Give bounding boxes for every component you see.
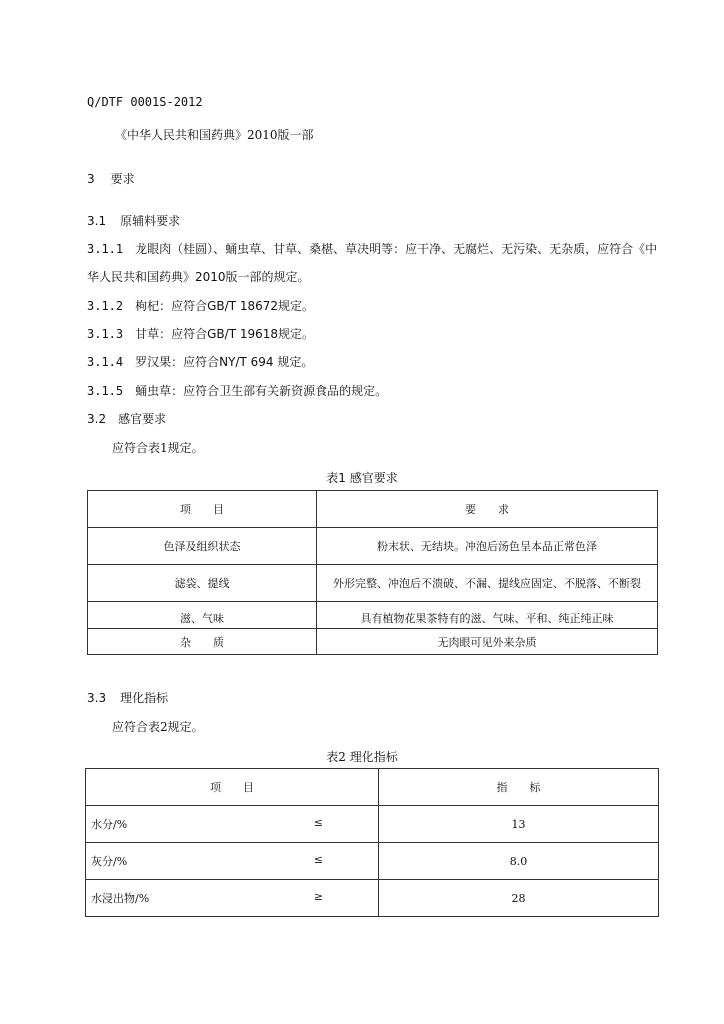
section-number: 3.3 bbox=[87, 691, 107, 705]
clause-3-1-1-line2: 华人民共和国药典》2010版一部的规定。 bbox=[87, 270, 310, 284]
clause-3-1-2 bbox=[87, 299, 314, 313]
clause-number: 3.1.1 bbox=[87, 242, 124, 256]
clause-text: 蛹虫草：应符合卫生部有关新资源食品的规定。 bbox=[135, 384, 388, 398]
section-title: 要求 bbox=[110, 172, 135, 186]
section-number: 3.1 bbox=[87, 214, 107, 228]
comparison-symbol: ≤ bbox=[313, 853, 323, 866]
table-cell bbox=[86, 806, 379, 843]
sensory-requirements-table bbox=[87, 490, 658, 655]
table-cell: 色泽及组织状态 bbox=[88, 528, 317, 565]
table-row bbox=[88, 528, 658, 565]
item-name: 水分/% bbox=[91, 818, 128, 831]
clause-number: 3.1.3 bbox=[87, 327, 124, 341]
section-title: 感官要求 bbox=[118, 412, 167, 426]
table-cell: 粉末状、无结块。冲泡后汤色呈本品正常色泽 bbox=[317, 528, 658, 565]
section-3-1-heading bbox=[87, 214, 180, 228]
table-row bbox=[86, 880, 659, 917]
column-header: 指 标 bbox=[379, 769, 659, 806]
section-3-2-note: 应符合表1规定。 bbox=[112, 441, 204, 455]
doc-code: Q/DTF 0001S-2012 bbox=[87, 95, 203, 109]
table-cell: 外形完整、冲泡后不溃破、不漏、提线应固定、不脱落、不断裂 bbox=[317, 565, 658, 602]
table-cell: 无肉眼可见外来杂质 bbox=[317, 629, 658, 655]
table-cell bbox=[86, 843, 379, 880]
table-cell: 28 bbox=[379, 880, 659, 917]
section-title: 理化指标 bbox=[120, 691, 169, 705]
table-header-row bbox=[86, 769, 659, 806]
table-cell bbox=[86, 880, 379, 917]
clause-number: 3.1.4 bbox=[87, 355, 124, 369]
clause-text: 罗汉果：应符合NY/T 694 规定。 bbox=[135, 355, 314, 369]
table-cell: 8.0 bbox=[379, 843, 659, 880]
table-row bbox=[88, 565, 658, 602]
comparison-symbol: ≥ bbox=[313, 890, 323, 903]
table-row bbox=[86, 843, 659, 880]
table-row bbox=[88, 602, 658, 629]
physicochemical-indicators-table bbox=[85, 768, 659, 917]
clause-3-1-4 bbox=[87, 355, 313, 369]
section-3-2-heading bbox=[87, 412, 166, 426]
comparison-symbol: ≤ bbox=[313, 816, 323, 829]
clause-3-1-1-line1 bbox=[87, 242, 657, 256]
table1-caption: 表1 感官要求 bbox=[326, 471, 398, 485]
column-header: 要 求 bbox=[317, 491, 658, 528]
table-row bbox=[86, 806, 659, 843]
clause-3-1-5 bbox=[87, 384, 387, 398]
clause-text: 龙眼肉（桂圆）、蛹虫草、甘草、桑椹、草决明等：应干净、无腐烂、无污染、无杂质，应符合《中 bbox=[135, 242, 658, 256]
table-cell: 具有植物花果茶特有的滋、气味、平和、纯正纯正味 bbox=[317, 602, 658, 629]
section-number: 3 bbox=[87, 172, 95, 186]
section-3-heading bbox=[87, 172, 135, 186]
column-header: 项 目 bbox=[88, 491, 317, 528]
section-3-3-heading bbox=[87, 691, 168, 705]
clause-text: 甘草：应符合GB/T 19618规定。 bbox=[135, 327, 315, 341]
clause-number: 3.1.5 bbox=[87, 384, 124, 398]
table-cell: 13 bbox=[379, 806, 659, 843]
clause-3-1-3 bbox=[87, 327, 314, 341]
table-cell: 杂 质 bbox=[88, 629, 317, 655]
table2-caption: 表2 理化指标 bbox=[326, 750, 398, 764]
table-row bbox=[88, 629, 658, 655]
section-title: 原辅料要求 bbox=[120, 214, 181, 228]
clause-number: 3.1.2 bbox=[87, 299, 124, 313]
section-number: 3.2 bbox=[87, 412, 107, 426]
item-name: 水浸出物/% bbox=[91, 892, 150, 905]
table-cell: 滤袋、提线 bbox=[88, 565, 317, 602]
table-cell: 滋、气味 bbox=[88, 602, 317, 629]
section-3-3-note: 应符合表2规定。 bbox=[112, 720, 204, 734]
item-name: 灰分/% bbox=[91, 855, 128, 868]
clause-text: 枸杞：应符合GB/T 18672规定。 bbox=[135, 299, 315, 313]
column-header: 项 目 bbox=[86, 769, 379, 806]
table-header-row bbox=[88, 491, 658, 528]
reference-line: 《中华人民共和国药典》2010版一部 bbox=[115, 128, 314, 142]
